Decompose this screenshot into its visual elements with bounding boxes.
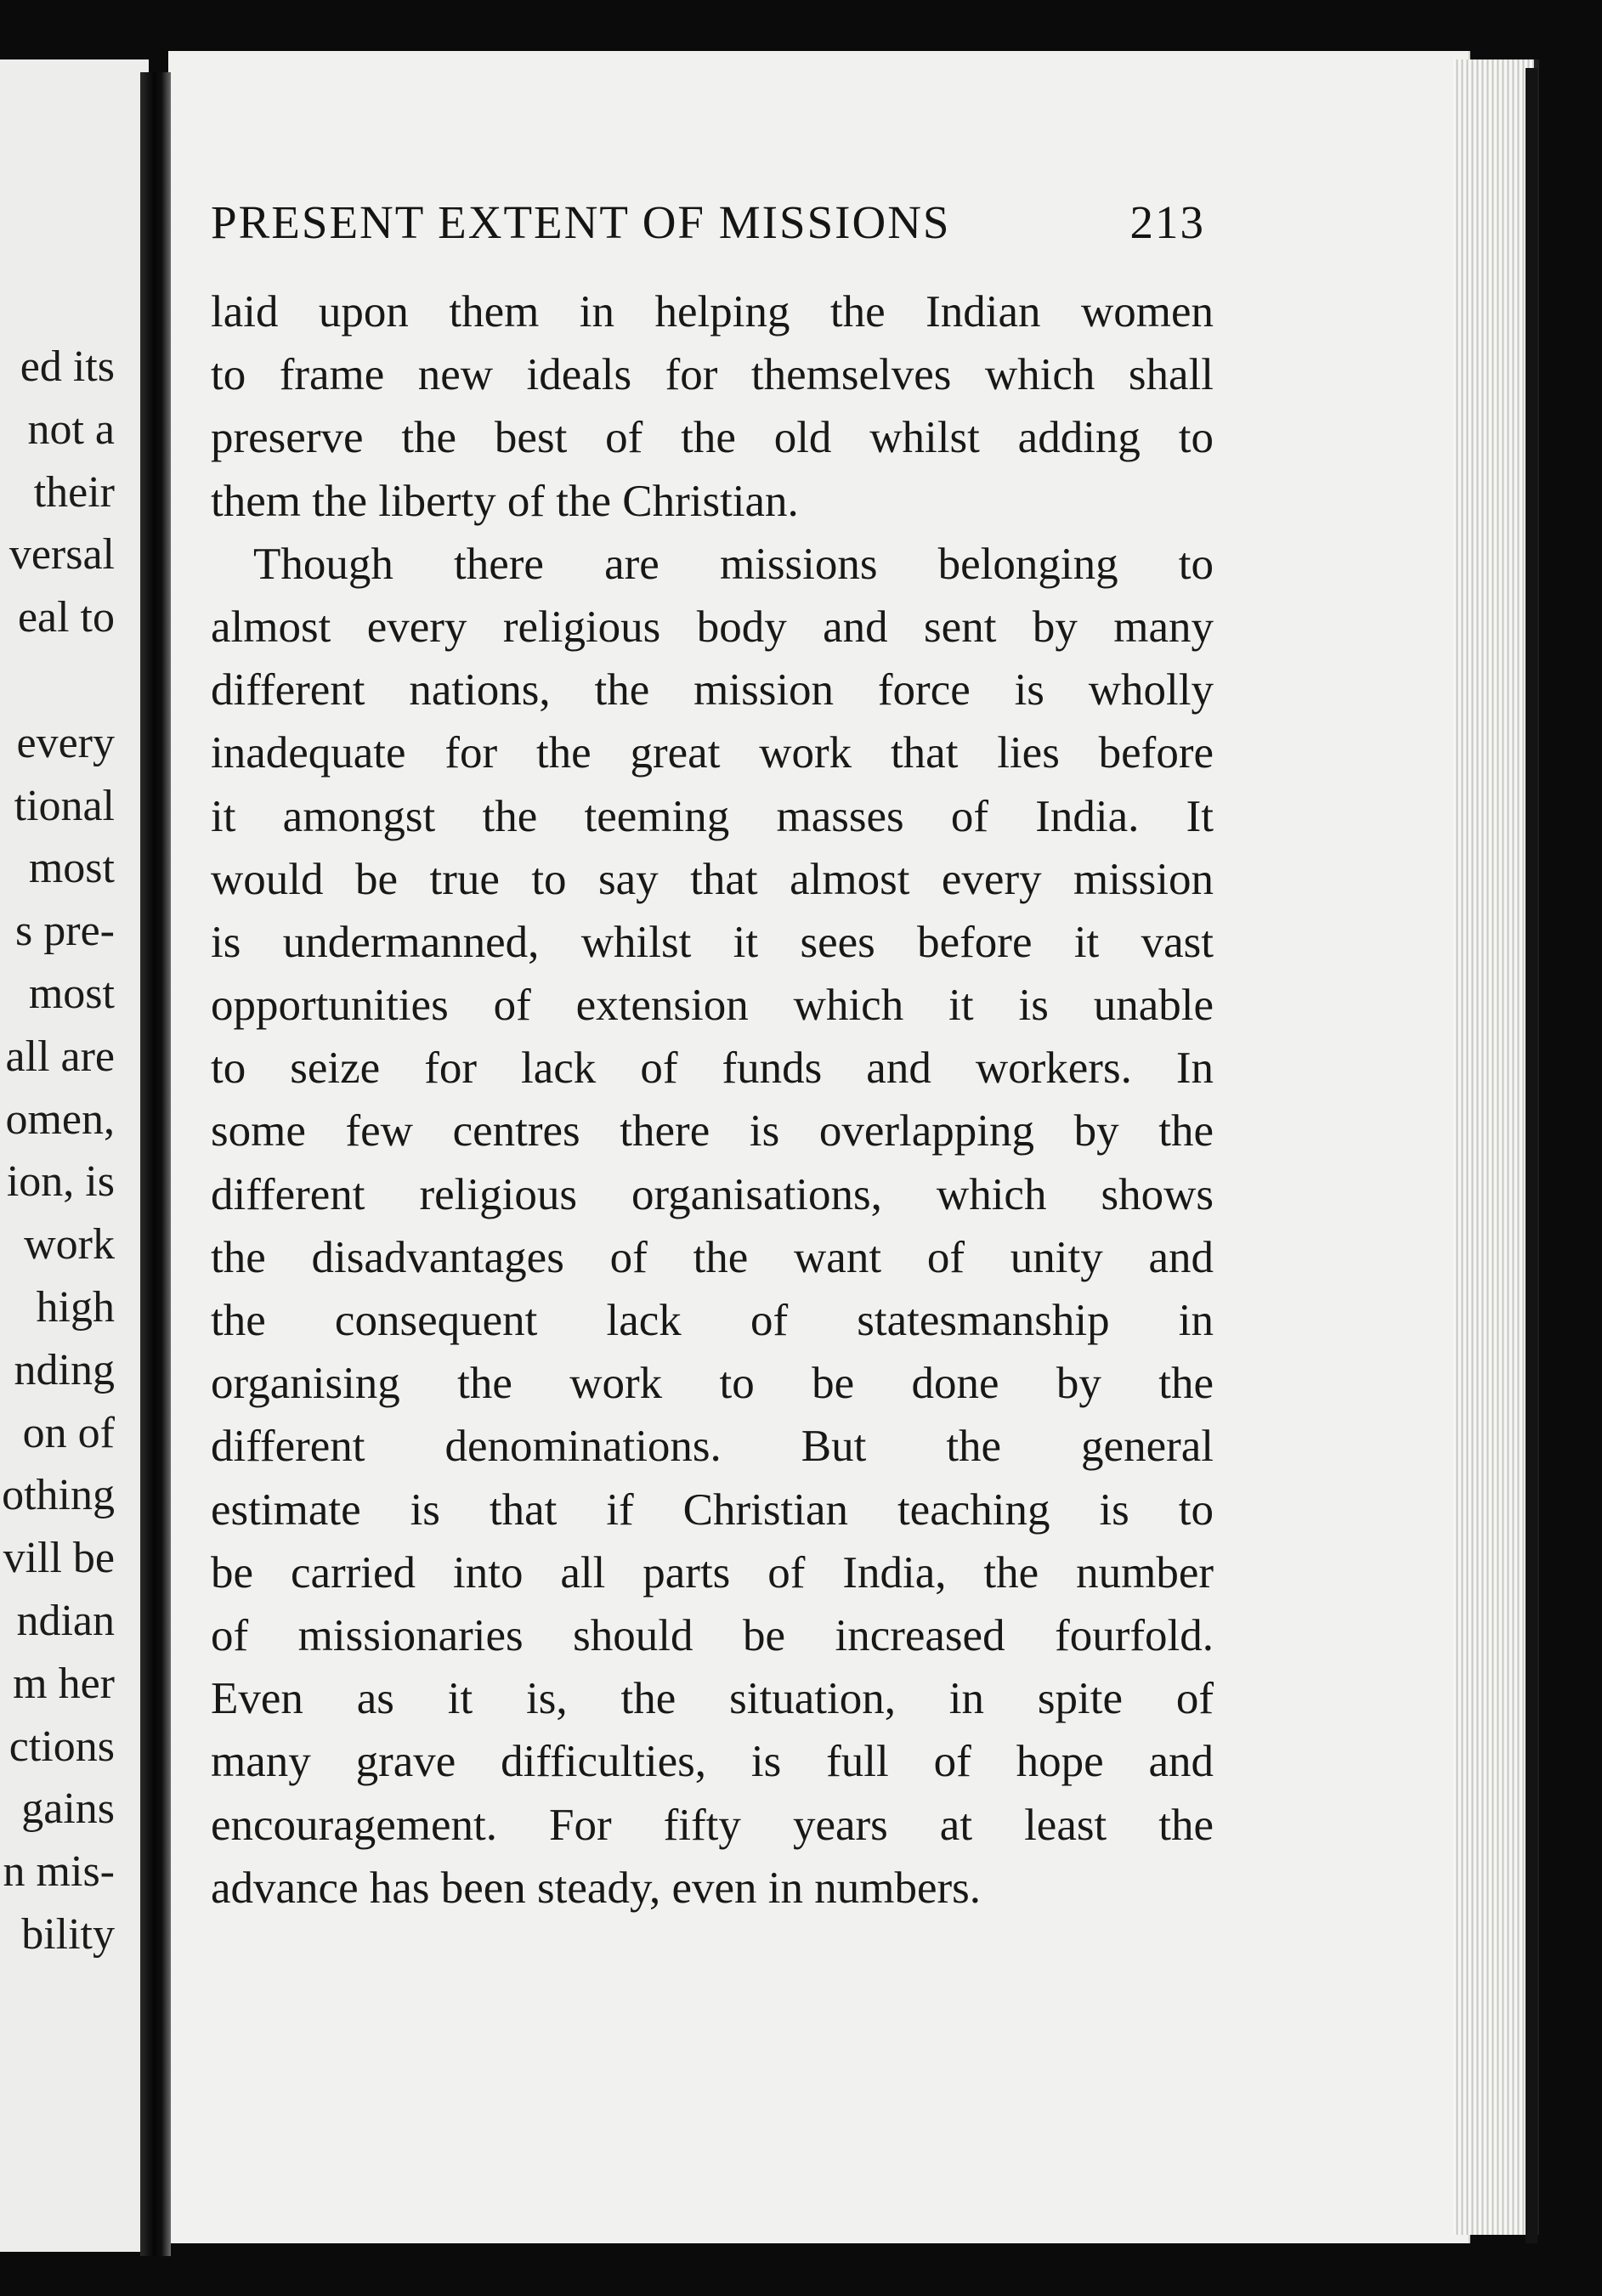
facing-line: ion, is [6,1157,115,1207]
facing-line: not a [27,404,115,454]
facing-line: versal [8,530,115,580]
text-line: organising the work to be done by the [211,1359,1214,1409]
facing-line: othing [2,1471,115,1520]
running-head [211,195,1205,255]
text-line: be carried into all parts of India, the number [211,1547,1214,1598]
page-number: 213 [1129,196,1205,248]
text-line: the consequent lack of statesmanship in [211,1296,1214,1345]
facing-line [0,649,115,712]
facing-line: ctions [8,1722,115,1771]
facing-line: gains [21,1784,115,1834]
text-line: to seize for lack of funds and workers. In [211,1043,1214,1094]
facing-line: n mis- [3,1847,115,1897]
facing-line: work [24,1220,115,1270]
text-line: different nations, the mission force is wholly [211,665,1214,715]
book-gutter [140,72,171,2256]
text-line: preserve the best of the old whilst adding to [211,413,1214,463]
facing-line: omen, [5,1094,115,1144]
facing-page-left [0,59,149,2252]
facing-line: m her [13,1659,115,1708]
text-line: laid upon them in helping the Indian women [211,287,1214,336]
facing-line: bility [21,1909,115,1959]
facing-line: every [16,718,115,767]
facing-line: on of [22,1408,115,1457]
running-head-title: PRESENT EXTENT OF MISSIONS [211,196,951,248]
text-line: it amongst the teeming masses of India. It [211,791,1214,841]
text-line: is undermanned, whilst it sees before it vast [211,917,1214,967]
text-line: many grave difficulties, is full of hope and [211,1737,1214,1787]
text-line: advance has been steady, even in numbers. [211,1863,982,1913]
facing-line: high [36,1282,115,1332]
text-line: encouragement. For fifty years at least the [211,1800,1214,1850]
facing-line: eal to [17,593,115,642]
text-line: different religious organisations, which shows [211,1169,1214,1219]
text-line: opportunities of extension which it is unable [211,981,1214,1031]
facing-line: their [33,467,115,517]
book-cover-edge [1526,68,1537,2243]
facing-line: nding [14,1345,115,1394]
text-line: the disadvantages of the want of unity and [211,1232,1214,1282]
facing-line: ndian [16,1596,115,1645]
body-text [211,280,1214,1920]
facing-line: all are [5,1032,115,1081]
facing-line: tional [14,781,115,830]
text-line: to frame new ideals for themselves which shall [211,350,1214,400]
facing-line: ed its [20,342,115,391]
facing-line: most [28,969,115,1018]
facing-line: vill be [3,1534,115,1583]
text-line: would be true to say that almost every mission [211,854,1214,904]
text-line: different denominations. But the general [211,1422,1214,1472]
text-line: some few centres there is overlapping by the [211,1106,1214,1156]
text-line: Though there are missions belonging to [253,539,1214,589]
facing-line: s pre- [15,907,115,956]
text-line: Even as it is, the situation, in spite of [211,1674,1214,1724]
facing-line: most [28,844,115,893]
text-line: estimate is that if Christian teaching is to [211,1484,1214,1535]
text-line: inadequate for the great work that lies before [211,728,1214,778]
text-line: almost every religious body and sent by many [211,602,1214,652]
text-line: of missionaries should be increased fourfold. [211,1610,1214,1660]
facing-page-text [0,336,115,1966]
text-line: them the liberty of the Christian. [211,476,799,526]
